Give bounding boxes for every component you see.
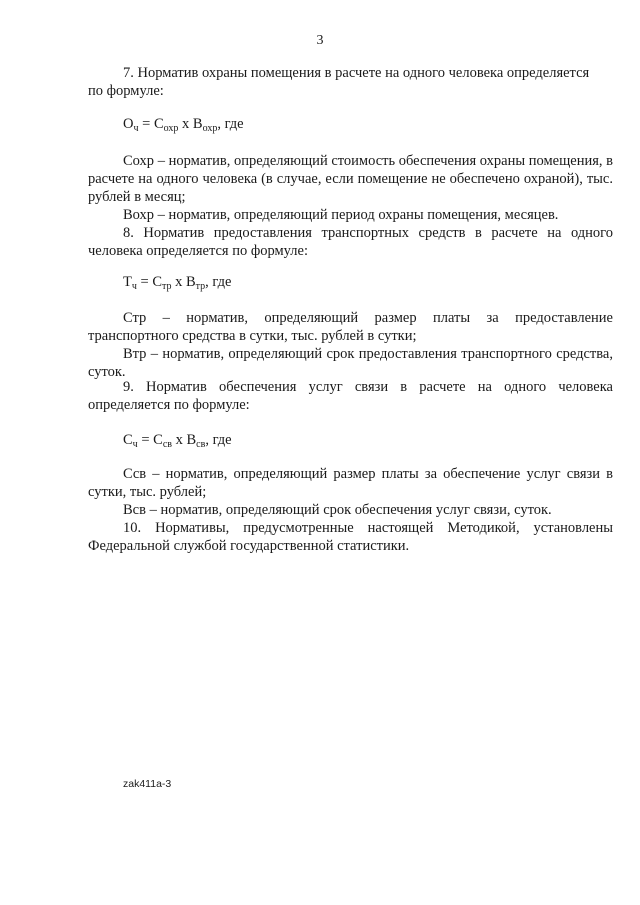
item-9-intro: 9. Норматив обеспечения услуг связи в расчете на одного человека определяется по формуле:	[88, 379, 613, 413]
definition-c-communication: Ссв – норматив, определяющий размер платы за обеспечение услуг связи в сутки, тыс. рублей;	[88, 466, 613, 500]
definition-c-security: Сохр – норматив, определяющий стоимость обеспечения охраны помещения, в расчете на одного человека (в случае, если помещение не обеспечено охраной), тыс. рублей в месяц;	[88, 153, 613, 205]
formula-transport: $Т_ч = С_{тр}$ х $В_{тр}$, где	[123, 274, 232, 292]
definition-c-transport: Стр – норматив, определяющий размер платы за предоставление транспортного средства в сутки, тыс. рублей в сутки;	[88, 310, 613, 344]
definition-b-security: Вохр – норматив, определяющий период охраны помещения, месяцев.	[123, 207, 559, 223]
formula-security: $О_ч = С_{охр}$ х $В_{охр}$, где	[123, 116, 244, 134]
item-7-line-2: по формуле:	[88, 83, 164, 99]
document-code: zak411a-3	[123, 778, 172, 790]
item-7-line-1: 7. Норматив охраны помещения в расчете на одного человека определяется	[123, 65, 590, 81]
definition-b-transport: Втр – норматив, определяющий срок предоставления транспортного средства, суток.	[88, 346, 613, 380]
item-7-intro	[88, 64, 613, 100]
item-8-intro: 8. Норматив предоставления транспортных средств в расчете на одного человека определяется по формуле:	[88, 225, 613, 259]
page-number: 3	[316, 33, 324, 48]
definition-b-communication: Всв – норматив, определяющий срок обеспечения услуг связи, суток.	[123, 502, 552, 518]
formula-communication: $С_ч = С_{св}$ х $В_{св}$, где	[123, 432, 232, 450]
item-10-text: 10. Нормативы, предусмотренные настоящей Методикой, установлены Федеральной службой государственной статистики.	[88, 520, 613, 554]
